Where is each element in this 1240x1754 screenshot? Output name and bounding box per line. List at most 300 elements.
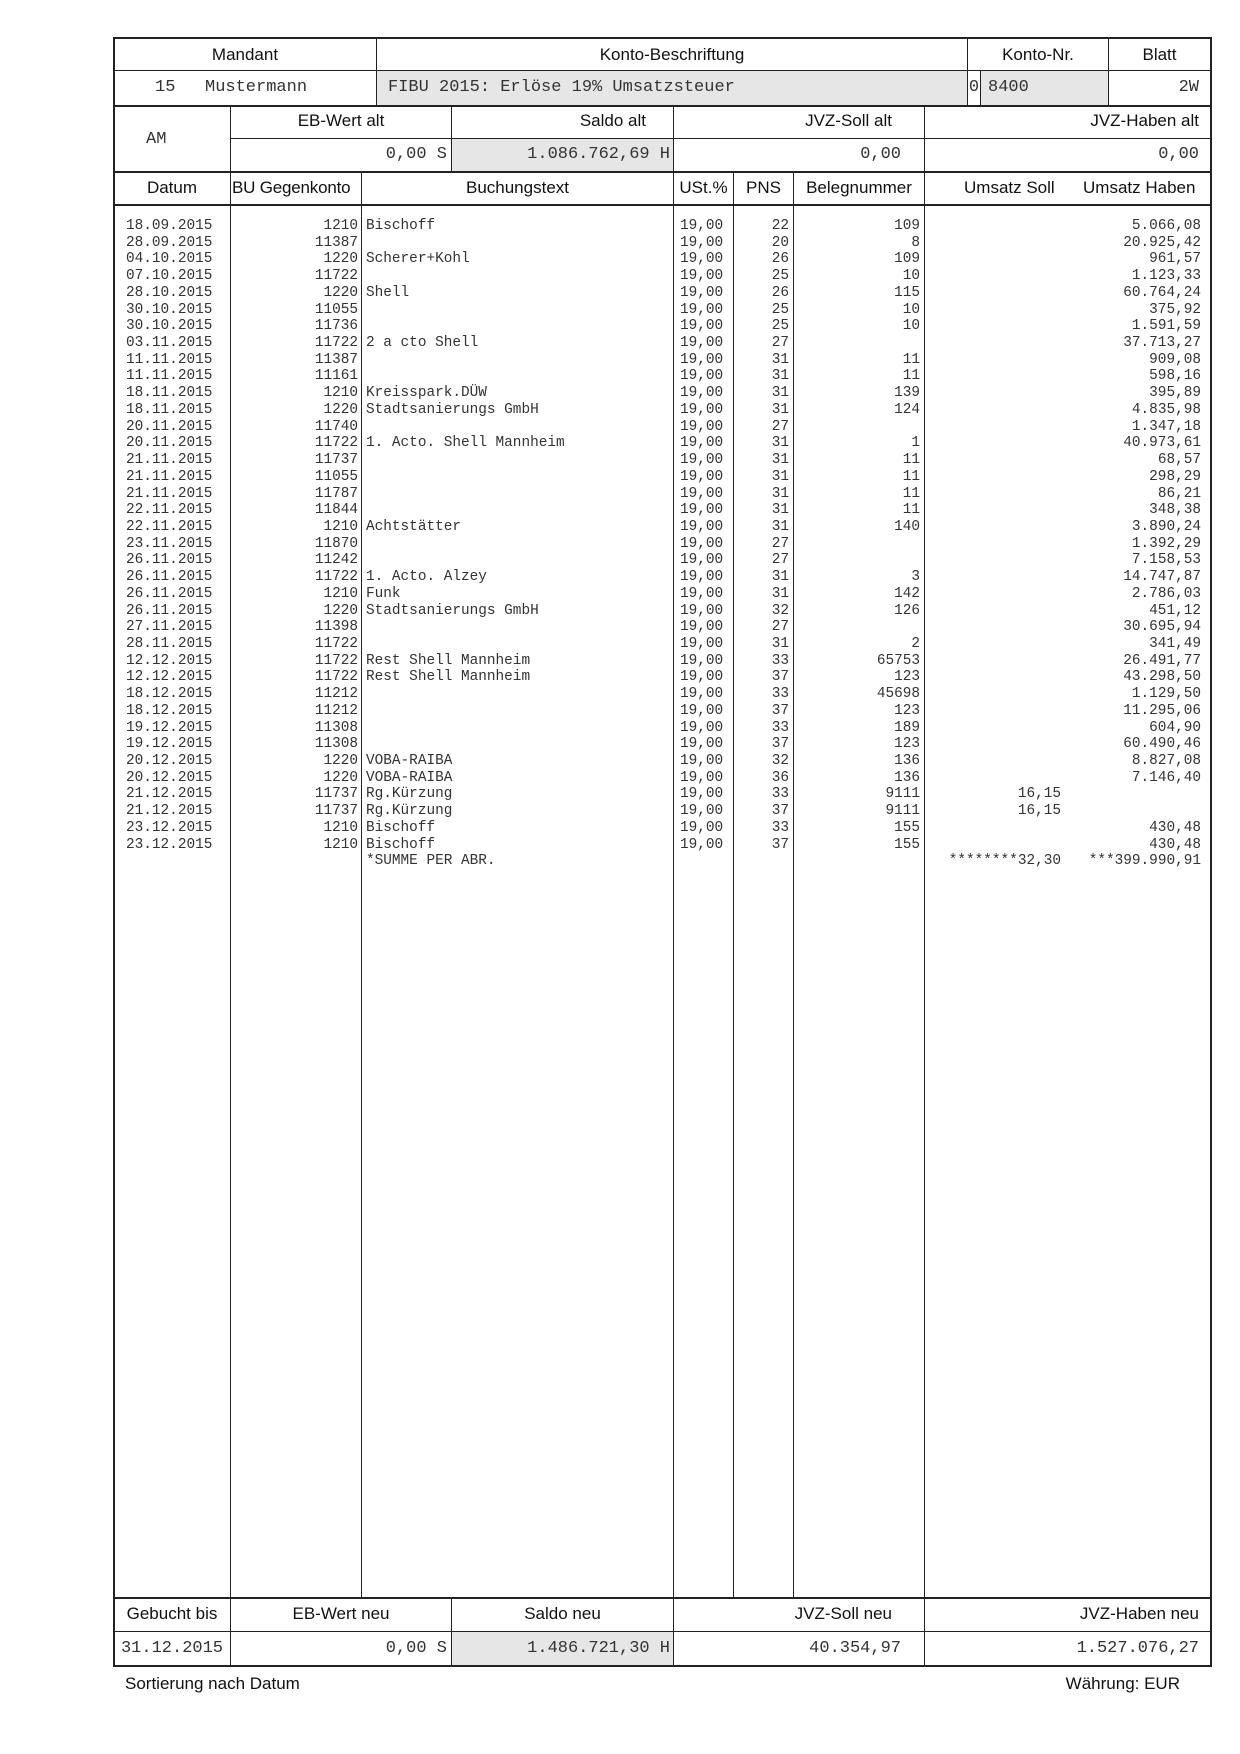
row-datum: 11.11.2015: [126, 368, 213, 385]
row-ust: 19,00: [680, 836, 724, 853]
row-belegnummer: [794, 552, 920, 569]
row-belegnummer: 123: [894, 736, 920, 753]
gebucht-bis: 31.12.2015: [120, 1639, 224, 1658]
umsatz-haben-column: [1062, 218, 1201, 870]
row-belegnummer: 126: [894, 602, 920, 619]
row-pns: 27: [771, 418, 789, 435]
row-gegenkonto: 11055: [314, 301, 358, 318]
row-belegnummer: 140: [894, 518, 920, 535]
gebucht-bis-label: Gebucht bis: [126, 1604, 218, 1623]
row-pns: 27: [771, 535, 789, 552]
row-pns: 31: [771, 401, 789, 418]
row-belegnummer: 10: [902, 268, 920, 285]
row-belegnummer: [794, 853, 920, 870]
row-umsatz-soll: [925, 619, 1061, 636]
row-ust: 19,00: [680, 385, 724, 402]
jvz-haben-neu-label: JVZ-Haben neu: [1079, 1604, 1199, 1623]
waehrung-note: Währung: EUR: [1065, 1674, 1180, 1693]
row-belegnummer: 9111: [885, 786, 920, 803]
row-umsatz-soll: [925, 302, 1061, 319]
row-umsatz-haben: 60.764,24: [1123, 284, 1201, 301]
row-datum: 28.09.2015: [126, 234, 213, 251]
saldo-neu-label: Saldo neu: [524, 1604, 601, 1623]
row-ust: 19,00: [680, 535, 724, 552]
row-ust: 19,00: [680, 769, 724, 786]
row-umsatz-soll: [925, 235, 1061, 252]
saldo-neu: 1.486.721,30 H: [527, 1639, 670, 1658]
row-datum: 22.11.2015: [126, 502, 213, 519]
row-belegnummer: 136: [894, 753, 920, 769]
kuerzel: AM: [146, 130, 167, 149]
row-gegenkonto: 1220: [323, 401, 358, 418]
row-belegnummer: 11: [902, 368, 920, 385]
row-datum: 26.11.2015: [126, 585, 213, 602]
row-buchungstext: *SUMME PER ABR.: [366, 853, 496, 870]
row-ust: 19,00: [680, 569, 724, 586]
row-umsatz-soll: [925, 569, 1061, 586]
row-buchungstext: Bischoff: [366, 836, 436, 853]
row-umsatz-haben: 3.890,24: [1131, 518, 1201, 535]
row-gegenkonto: 1210: [323, 385, 358, 402]
row-gegenkonto: 11722: [314, 652, 358, 669]
row-gegenkonto: 11722: [314, 569, 358, 586]
row-datum: 21.11.2015: [126, 485, 213, 502]
row-ust: 19,00: [680, 619, 724, 636]
row-umsatz-haben: 430,48: [1149, 836, 1201, 853]
row-umsatz-soll: [925, 318, 1061, 335]
konto-nr-label: Konto-Nr.: [1002, 45, 1074, 64]
row-gegenkonto: 1220: [323, 769, 358, 786]
row-buchungstext: VOBA-RAIBA: [366, 769, 453, 786]
row-buchungstext: Shell: [366, 284, 410, 301]
row-gegenkonto: 11308: [314, 719, 358, 736]
row-umsatz-soll: [925, 419, 1061, 436]
col-pns: PNS: [746, 178, 781, 197]
row-pns: 37: [771, 702, 789, 719]
row-ust: 19,00: [680, 452, 724, 469]
row-buchungstext: Funk: [366, 585, 401, 602]
umsatz-soll-column: [925, 218, 1061, 870]
row-umsatz-soll: 16,15: [1017, 803, 1061, 820]
row-datum: 03.11.2015: [126, 335, 213, 352]
row-gegenkonto: 1210: [323, 585, 358, 602]
row-ust: 19,00: [680, 702, 724, 719]
row-belegnummer: 11: [902, 485, 920, 502]
row-gegenkonto: 1220: [323, 251, 358, 268]
saldo-alt-label: Saldo alt: [579, 111, 646, 130]
row-belegnummer: 124: [894, 401, 920, 418]
row-pns: 33: [771, 819, 789, 836]
row-buchungstext: 1. Acto. Shell Mannheim: [366, 435, 565, 452]
row-ust: 19,00: [680, 485, 724, 502]
col-umsatz-soll: Umsatz Soll: [964, 178, 1055, 197]
row-gegenkonto: 1210: [323, 218, 358, 234]
row-umsatz-soll: [925, 720, 1061, 737]
row-datum: 20.11.2015: [126, 435, 213, 452]
row-umsatz-haben: 4.835,98: [1131, 401, 1201, 418]
row-umsatz-haben: 430,48: [1149, 819, 1201, 836]
row-datum: 18.12.2015: [126, 702, 213, 719]
row-gegenkonto: 1210: [323, 819, 358, 836]
row-datum: 28.10.2015: [126, 284, 213, 301]
row-buchungstext: [366, 502, 565, 519]
row-umsatz-haben: 20.925,42: [1123, 234, 1201, 251]
row-pns: 37: [771, 836, 789, 853]
belegnummer-column: [794, 218, 920, 870]
row-belegnummer: [794, 335, 920, 352]
sortierung-note: Sortierung nach Datum: [125, 1674, 300, 1693]
row-umsatz-haben: 375,92: [1149, 301, 1201, 318]
row-pns: 25: [771, 301, 789, 318]
row-umsatz-haben: 1.129,50: [1131, 686, 1201, 703]
row-buchungstext: [366, 419, 565, 436]
row-gegenkonto: [231, 853, 358, 870]
row-umsatz-haben: 961,57: [1149, 251, 1201, 268]
row-buchungstext: Rg.Kürzung: [366, 803, 453, 820]
row-ust: 19,00: [680, 602, 724, 619]
row-ust: 19,00: [680, 652, 724, 669]
row-gegenkonto: 11212: [314, 686, 358, 703]
row-buchungstext: [366, 536, 565, 553]
jvz-soll-alt-label: JVZ-Soll alt: [805, 111, 892, 130]
row-pns: 26: [771, 284, 789, 301]
row-pns: 32: [771, 602, 789, 619]
row-umsatz-soll: [925, 586, 1061, 603]
row-umsatz-haben: 26.491,77: [1123, 652, 1201, 669]
row-gegenkonto: 1210: [323, 836, 358, 853]
row-umsatz-soll: [925, 469, 1061, 486]
row-ust: 19,00: [680, 635, 724, 652]
row-umsatz-haben: 1.123,33: [1131, 268, 1201, 285]
row-umsatz-haben: 909,08: [1149, 351, 1201, 368]
row-gegenkonto: 1210: [323, 518, 358, 535]
row-pns: 37: [771, 736, 789, 753]
row-buchungstext: Stadtsanierungs GmbH: [366, 602, 539, 619]
blatt-label: Blatt: [1142, 45, 1177, 64]
row-gegenkonto: 11055: [314, 468, 358, 485]
row-umsatz-soll: [925, 753, 1061, 770]
row-umsatz-haben: 40.973,61: [1123, 435, 1201, 452]
row-pns: 27: [771, 335, 789, 352]
jvz-haben-alt: 0,00: [1158, 145, 1199, 164]
row-gegenkonto: 11722: [314, 669, 358, 686]
row-umsatz-soll: [925, 218, 1061, 235]
row-umsatz-haben: 68,57: [1157, 452, 1201, 469]
row-buchungstext: Achtstätter: [366, 518, 461, 535]
row-gegenkonto: 11308: [314, 736, 358, 753]
pns-column: [734, 218, 789, 870]
row-pns: 33: [771, 786, 789, 803]
row-umsatz-haben: 11.295,06: [1123, 702, 1201, 719]
row-umsatz-haben: 60.490,46: [1123, 736, 1201, 753]
row-umsatz-soll: [925, 385, 1061, 402]
row-buchungstext: [366, 368, 565, 385]
row-belegnummer: 155: [894, 836, 920, 853]
row-ust: [680, 853, 723, 870]
mandant-label: Mandant: [211, 45, 279, 64]
row-umsatz-soll: [925, 502, 1061, 519]
row-datum: 30.10.2015: [126, 301, 213, 318]
row-gegenkonto: 1220: [323, 284, 358, 301]
eb-wert-alt: 0,00 S: [385, 145, 447, 164]
row-buchungstext: [366, 352, 565, 369]
row-belegnummer: 10: [902, 318, 920, 335]
row-datum: 23.12.2015: [126, 819, 213, 836]
row-datum: 26.11.2015: [126, 569, 213, 586]
row-pns: 31: [771, 585, 789, 602]
row-umsatz-haben: 1.347,18: [1131, 418, 1201, 435]
jvz-soll-alt: 0,00: [860, 145, 901, 164]
row-umsatz-soll: [925, 686, 1061, 703]
row-umsatz-soll: [925, 669, 1061, 686]
row-belegnummer: 10: [902, 301, 920, 318]
eb-wert-neu-label: EB-Wert neu: [292, 1604, 390, 1623]
row-gegenkonto: 11722: [314, 335, 358, 352]
row-belegnummer: 109: [894, 251, 920, 268]
row-belegnummer: 142: [894, 585, 920, 602]
row-buchungstext: [366, 318, 565, 335]
row-ust: 19,00: [680, 234, 724, 251]
row-pns: 22: [771, 218, 789, 234]
row-belegnummer: 11: [902, 351, 920, 368]
row-umsatz-haben: 43.298,50: [1123, 669, 1201, 686]
row-pns: 31: [771, 368, 789, 385]
row-buchungstext: 1. Acto. Alzey: [366, 569, 487, 586]
row-belegnummer: 109: [894, 218, 920, 234]
col-umsatz-haben: Umsatz Haben: [1083, 178, 1196, 197]
row-umsatz-haben: ***399.990,91: [1088, 853, 1201, 870]
row-umsatz-haben: 604,90: [1149, 719, 1201, 736]
row-umsatz-haben: [1062, 786, 1201, 803]
row-datum: 19.12.2015: [126, 736, 213, 753]
row-buchungstext: [366, 452, 565, 469]
row-pns: 31: [771, 502, 789, 519]
row-buchungstext: Bischoff: [366, 218, 436, 234]
row-pns: 31: [771, 435, 789, 452]
row-ust: 19,00: [680, 502, 724, 519]
row-belegnummer: 123: [894, 702, 920, 719]
row-pns: 27: [771, 552, 789, 569]
row-pns: 31: [771, 452, 789, 469]
col-datum: Datum: [146, 178, 198, 197]
row-gegenkonto: 1220: [323, 753, 358, 769]
row-pns: 36: [771, 769, 789, 786]
row-datum: 23.12.2015: [126, 836, 213, 853]
row-pns: 31: [771, 468, 789, 485]
blatt-value: 2W: [1178, 78, 1199, 97]
row-umsatz-soll: 16,15: [1017, 786, 1061, 803]
row-buchungstext: [366, 268, 565, 285]
jvz-haben-alt-label: JVZ-Haben alt: [1090, 111, 1199, 130]
row-buchungstext: [366, 619, 565, 636]
row-umsatz-haben: 451,12: [1149, 602, 1201, 619]
row-ust: 19,00: [680, 518, 724, 535]
row-datum: 21.12.2015: [126, 803, 213, 820]
row-belegnummer: 136: [894, 769, 920, 786]
row-ust: 19,00: [680, 301, 724, 318]
row-belegnummer: [794, 419, 920, 436]
col-ust: USt.%: [679, 178, 728, 197]
jvz-haben-neu: 1.527.076,27: [1076, 1639, 1199, 1658]
row-umsatz-haben: 598,16: [1149, 368, 1201, 385]
konto-beschriftung-label: Konto-Beschriftung: [599, 45, 745, 64]
row-gegenkonto: 1220: [323, 602, 358, 619]
row-buchungstext: [366, 636, 565, 653]
row-pns: 33: [771, 686, 789, 703]
buchungstext-column: [366, 218, 565, 870]
row-belegnummer: 45698: [876, 686, 920, 703]
row-belegnummer: 3: [911, 569, 920, 586]
row-datum: 18.12.2015: [126, 686, 213, 703]
row-umsatz-soll: [925, 435, 1061, 452]
konto-nr-prefix: 0: [968, 78, 980, 97]
row-datum: 20.12.2015: [126, 769, 213, 786]
row-umsatz-soll: [925, 820, 1061, 837]
row-umsatz-haben: 395,89: [1149, 385, 1201, 402]
row-buchungstext: [366, 486, 565, 503]
mandant-name: Mustermann: [205, 78, 308, 97]
row-belegnummer: 11: [902, 468, 920, 485]
row-gegenkonto: 11844: [314, 502, 358, 519]
row-ust: 19,00: [680, 819, 724, 836]
mandant-nr: 15: [155, 78, 176, 97]
row-buchungstext: 2 a cto Shell: [366, 335, 479, 352]
row-buchungstext: Rest Shell Mannheim: [366, 669, 531, 686]
row-umsatz-soll: [925, 368, 1061, 385]
row-datum: 19.12.2015: [126, 719, 213, 736]
row-umsatz-haben: 2.786,03: [1131, 585, 1201, 602]
row-umsatz-soll: [925, 251, 1061, 268]
row-buchungstext: [366, 235, 565, 252]
row-umsatz-haben: 30.695,94: [1123, 619, 1201, 636]
col-belegnummer: Belegnummer: [806, 178, 912, 197]
row-buchungstext: Stadtsanierungs GmbH: [366, 401, 539, 418]
row-datum: 26.11.2015: [126, 552, 213, 569]
row-buchungstext: VOBA-RAIBA: [366, 753, 453, 769]
row-datum: 21.11.2015: [126, 452, 213, 469]
row-umsatz-soll: [925, 285, 1061, 302]
row-ust: 19,00: [680, 335, 724, 352]
row-belegnummer: [794, 536, 920, 553]
row-belegnummer: 155: [894, 819, 920, 836]
row-belegnummer: 189: [894, 719, 920, 736]
row-ust: 19,00: [680, 318, 724, 335]
row-pns: 31: [771, 518, 789, 535]
row-umsatz-haben: 341,49: [1149, 635, 1201, 652]
row-pns: 37: [771, 803, 789, 820]
row-datum: 12.12.2015: [126, 652, 213, 669]
row-pns: [734, 853, 789, 870]
row-datum: 20.11.2015: [126, 418, 213, 435]
saldo-alt: 1.086.762,69 H: [527, 145, 670, 164]
row-ust: 19,00: [680, 719, 724, 736]
row-umsatz-soll: [925, 486, 1061, 503]
row-gegenkonto: 11736: [314, 318, 358, 335]
row-umsatz-haben: 8.827,08: [1131, 753, 1201, 769]
row-umsatz-soll: [925, 837, 1061, 854]
row-umsatz-soll: ********32,30: [948, 853, 1061, 870]
row-ust: 19,00: [680, 401, 724, 418]
row-ust: 19,00: [680, 284, 724, 301]
eb-wert-neu: 0,00 S: [385, 1639, 447, 1658]
row-belegnummer: [794, 619, 920, 636]
row-datum: 26.11.2015: [126, 602, 213, 619]
row-datum: 23.11.2015: [126, 535, 213, 552]
row-datum: 11.11.2015: [126, 351, 213, 368]
row-belegnummer: 65753: [876, 652, 920, 669]
row-umsatz-soll: [925, 603, 1061, 620]
jvz-soll-neu: 40.354,97: [809, 1639, 901, 1658]
row-ust: 19,00: [680, 585, 724, 602]
datum-column: [126, 218, 212, 870]
row-gegenkonto: 11722: [314, 435, 358, 452]
row-umsatz-haben: 348,38: [1149, 502, 1201, 519]
row-belegnummer: 115: [894, 284, 920, 301]
row-umsatz-haben: 37.713,27: [1123, 335, 1201, 352]
row-buchungstext: [366, 552, 565, 569]
row-gegenkonto: 11387: [314, 234, 358, 251]
row-datum: 21.12.2015: [126, 786, 213, 803]
row-ust: 19,00: [680, 351, 724, 368]
row-ust: 19,00: [680, 218, 724, 234]
row-umsatz-soll: [925, 402, 1061, 419]
row-gegenkonto: 11161: [314, 368, 358, 385]
col-buchungstext: Buchungstext: [465, 178, 569, 197]
row-pns: 26: [771, 251, 789, 268]
row-gegenkonto: 11740: [314, 418, 358, 435]
row-pns: 31: [771, 569, 789, 586]
row-belegnummer: 8: [911, 234, 920, 251]
row-buchungstext: Rg.Kürzung: [366, 786, 453, 803]
gegenkonto-column: [231, 218, 358, 870]
row-ust: 19,00: [680, 786, 724, 803]
row-umsatz-soll: [925, 770, 1061, 787]
row-ust: 19,00: [680, 435, 724, 452]
row-gegenkonto: 11870: [314, 535, 358, 552]
row-gegenkonto: 11737: [314, 803, 358, 820]
eb-wert-alt-label: EB-Wert alt: [297, 111, 385, 130]
row-datum: [126, 853, 212, 870]
row-gegenkonto: 11722: [314, 635, 358, 652]
row-umsatz-soll: [925, 636, 1061, 653]
row-datum: 27.11.2015: [126, 619, 213, 636]
row-ust: 19,00: [680, 669, 724, 686]
row-datum: 21.11.2015: [126, 468, 213, 485]
row-umsatz-soll: [925, 703, 1061, 720]
row-gegenkonto: 11398: [314, 619, 358, 636]
row-umsatz-soll: [925, 552, 1061, 569]
row-umsatz-soll: [925, 519, 1061, 536]
row-gegenkonto: 11787: [314, 485, 358, 502]
row-gegenkonto: 11737: [314, 786, 358, 803]
row-belegnummer: 11: [902, 452, 920, 469]
row-buchungstext: [366, 720, 565, 737]
row-gegenkonto: 11242: [314, 552, 358, 569]
row-pns: 27: [771, 619, 789, 636]
row-umsatz-haben: 298,29: [1149, 468, 1201, 485]
row-umsatz-soll: [925, 352, 1061, 369]
row-pns: 33: [771, 652, 789, 669]
row-umsatz-soll: [925, 536, 1061, 553]
row-pns: 25: [771, 268, 789, 285]
row-datum: 18.09.2015: [126, 218, 213, 234]
row-ust: 19,00: [680, 418, 724, 435]
row-buchungstext: Bischoff: [366, 819, 436, 836]
row-umsatz-haben: 7.146,40: [1131, 769, 1201, 786]
ust-column: [680, 218, 723, 870]
row-belegnummer: 123: [894, 669, 920, 686]
row-ust: 19,00: [680, 368, 724, 385]
